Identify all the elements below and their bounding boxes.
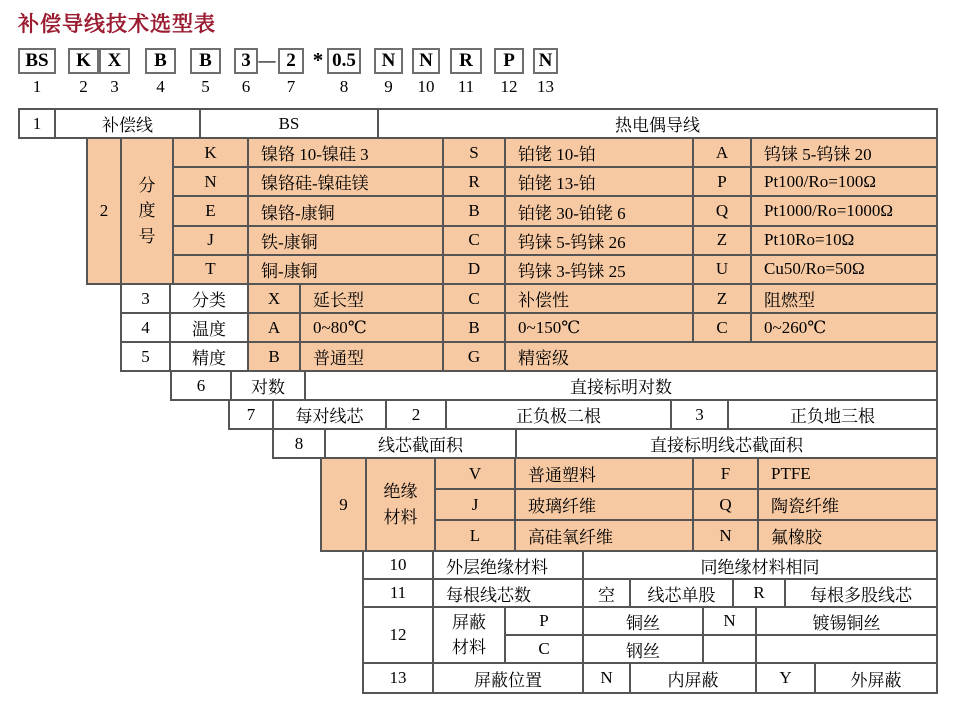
- code-cell: P: [504, 608, 582, 634]
- code-cell: X: [247, 285, 299, 312]
- code-cell: J: [434, 490, 514, 519]
- code-index-12: 12: [500, 77, 518, 96]
- code-cell: C: [692, 314, 750, 341]
- description-cell: 线芯单股: [629, 580, 732, 606]
- row-label-cell: 每对线芯: [272, 401, 385, 428]
- spec-row-3: [120, 283, 938, 314]
- row-label-cell: [365, 459, 434, 550]
- code-box-8: 0.5: [327, 48, 361, 74]
- code-index-11: 11: [457, 77, 475, 96]
- code-cell: F: [692, 459, 757, 488]
- code-index-5: 5: [201, 77, 210, 96]
- code-cell: B: [247, 343, 299, 370]
- spec-row-7: [228, 399, 938, 430]
- code-cell: J: [172, 227, 247, 254]
- subrow: [504, 608, 936, 634]
- row-label-cell: 分类: [169, 285, 247, 312]
- description-cell: 铂铑 13-铂: [504, 168, 692, 195]
- subrow: [434, 488, 936, 519]
- row-number-cell: 5: [141, 346, 150, 366]
- subrow: [172, 166, 936, 195]
- row-12-subgrid: [504, 608, 936, 662]
- description-cell: 氟橡胶: [757, 521, 936, 550]
- spec-row-4: [120, 312, 938, 343]
- code-cell: Z: [692, 227, 750, 254]
- code-cell: E: [172, 197, 247, 224]
- spec-row-5: [120, 341, 938, 372]
- code-index-8: 8: [339, 77, 349, 96]
- spec-row-6: [170, 370, 938, 401]
- code-cell: Q: [692, 490, 757, 519]
- code-cell: N: [692, 521, 757, 550]
- row-number-cell: 13: [389, 668, 407, 687]
- code-cell: C: [442, 285, 504, 312]
- description-cell: 阻燃型: [750, 285, 936, 312]
- subrow: [434, 459, 936, 488]
- description-cell: 铂铑 30-铂铑 6: [504, 197, 692, 224]
- row-label-cell: 对数: [230, 372, 304, 399]
- row-number-cell: 2: [88, 139, 120, 283]
- code-box-3: X: [99, 48, 130, 74]
- code-box-6: 3: [234, 48, 258, 74]
- description-cell: Pt1000/Ro=1000Ω: [750, 197, 936, 224]
- code-index-7: 7: [286, 77, 296, 96]
- description-cell: 0~260℃: [750, 314, 936, 341]
- subrow: [504, 634, 936, 662]
- code-cell: U: [692, 256, 750, 283]
- description-cell: 正负地三根: [727, 401, 936, 428]
- row-label-cell: 屏蔽位置: [432, 664, 582, 692]
- description-cell: 直接标明对数: [304, 372, 936, 399]
- code-cell: K: [172, 139, 247, 166]
- subrow: [434, 519, 936, 550]
- code-box-7: 2: [278, 48, 304, 74]
- spec-row-1: [18, 108, 938, 139]
- code-cell: T: [172, 256, 247, 283]
- spec-row-9: [320, 457, 938, 552]
- row-2-subgrid: [172, 139, 936, 283]
- code-cell: Y: [755, 664, 814, 692]
- code-box-2: K: [68, 48, 99, 74]
- code-index-3: 3: [110, 77, 119, 96]
- description-cell: 镍铬硅-镍硅镁: [247, 168, 442, 195]
- row-number-cell: 6: [196, 375, 206, 395]
- description-cell: 镀锡铜丝: [755, 608, 936, 634]
- code-box-1: BS: [18, 48, 56, 74]
- spec-row-2: [86, 137, 938, 285]
- subrow: [172, 139, 936, 166]
- row-label-cell: 线芯截面积: [324, 430, 515, 457]
- spec-row-11: [362, 578, 938, 608]
- description-cell: 钢丝: [582, 636, 702, 662]
- code-box-9: N: [374, 48, 403, 74]
- code-dash: —: [258, 51, 276, 70]
- spec-row-8: [272, 428, 938, 459]
- description-cell: 玻璃纤维: [514, 490, 692, 519]
- row-number-cell: 12: [389, 625, 407, 644]
- code-index-10: 10: [417, 77, 435, 96]
- description-cell: 每根多股线芯: [784, 580, 936, 606]
- code-cell: N: [582, 664, 629, 692]
- code-cell: B: [442, 197, 504, 224]
- code-cell: C: [442, 227, 504, 254]
- code-cell: BS: [199, 110, 377, 137]
- code-asterisk: *: [312, 47, 324, 72]
- description-cell: 铜-康铜: [247, 256, 442, 283]
- description-cell: 精密级: [504, 343, 936, 370]
- description-cell: 普通塑料: [514, 459, 692, 488]
- description-cell: 陶瓷纤维: [757, 490, 936, 519]
- code-cell: 3: [670, 401, 727, 428]
- code-cell: C: [504, 636, 582, 662]
- description-cell: 内屏蔽: [629, 664, 755, 692]
- code-cell: G: [442, 343, 504, 370]
- description-cell: 镍铬-康铜: [247, 197, 442, 224]
- description-cell: 普通型: [299, 343, 442, 370]
- description-cell: 铂铑 10-铂: [504, 139, 692, 166]
- description-cell: 钨铼 3-钨铼 25: [504, 256, 692, 283]
- description-cell: 延长型: [299, 285, 442, 312]
- subrow: [172, 195, 936, 224]
- description-cell: Cu50/Ro=50Ω: [750, 256, 936, 283]
- code-index-1: 1: [32, 77, 42, 96]
- row-label-cell: 精度: [169, 343, 247, 370]
- row-number-cell: 10: [389, 555, 407, 574]
- code-cell: 空: [582, 580, 629, 606]
- empty-cell: [702, 636, 755, 662]
- subrow: [172, 254, 936, 283]
- code-cell: D: [442, 256, 504, 283]
- code-cell: Q: [692, 197, 750, 224]
- row-label-cell: [120, 139, 172, 283]
- description-cell: 0~150℃: [504, 314, 692, 341]
- code-cell: S: [442, 139, 504, 166]
- code-box-4: B: [145, 48, 176, 74]
- row-number-cell: 11: [389, 583, 407, 602]
- code-cell: A: [247, 314, 299, 341]
- code-cell: B: [442, 314, 504, 341]
- row-9-subgrid: [434, 459, 936, 550]
- row-number-cell: 3: [141, 288, 150, 308]
- code-cell: P: [692, 168, 750, 195]
- description-cell: 补偿性: [504, 285, 692, 312]
- code-index-2: 2: [79, 77, 88, 96]
- code-box-13: N: [533, 48, 558, 74]
- description-cell: 直接标明线芯截面积: [515, 430, 936, 457]
- description-cell: Pt100/Ro=100Ω: [750, 168, 936, 195]
- spec-row-13: [362, 662, 938, 694]
- code-index-4: 4: [156, 77, 165, 96]
- code-cell: R: [732, 580, 784, 606]
- page-title: 补偿导线技术选型表: [18, 12, 216, 36]
- row-label-text: 分度号: [138, 175, 156, 246]
- description-cell: 钨铼 5-钨铼 26: [504, 227, 692, 254]
- code-cell: N: [172, 168, 247, 195]
- row-number-cell: 9: [322, 459, 365, 550]
- description-cell: 高硅氧纤维: [514, 521, 692, 550]
- empty-cell: [755, 636, 936, 662]
- code-cell: Z: [692, 285, 750, 312]
- code-index-9: 9: [384, 77, 393, 96]
- description-cell: 钨铼 5-钨铼 20: [750, 139, 936, 166]
- row-number-cell: 7: [246, 404, 256, 424]
- code-index-13: 13: [537, 77, 554, 96]
- row-label-text: 屏蔽材料: [452, 612, 486, 657]
- description-cell: 外屏蔽: [814, 664, 936, 692]
- row-label-cell: 每根线芯数: [432, 580, 582, 606]
- code-index-6: 6: [241, 77, 251, 96]
- description-cell: Pt10Ro=10Ω: [750, 227, 936, 254]
- description-cell: 同绝缘材料相同: [582, 552, 936, 578]
- row-label-cell: 温度: [169, 314, 247, 341]
- code-box-11: R: [450, 48, 482, 74]
- description-cell: 热电偶导线: [377, 110, 936, 137]
- spec-row-10: [362, 550, 938, 580]
- code-cell: A: [692, 139, 750, 166]
- code-cell: N: [702, 608, 755, 634]
- row-label-text: 绝缘材料: [383, 482, 418, 527]
- description-cell: 铁-康铜: [247, 227, 442, 254]
- code-cell: L: [434, 521, 514, 550]
- description-cell: PTFE: [757, 459, 936, 488]
- code-box-10: N: [412, 48, 440, 74]
- row-number-cell: 4: [141, 317, 150, 337]
- code-box-5: B: [190, 48, 221, 74]
- row-number-cell: 1: [32, 113, 42, 133]
- description-cell: 镍铬 10-镍硅 3: [247, 139, 442, 166]
- spec-row-12: [362, 606, 938, 664]
- row-label-cell: 补偿线: [54, 110, 199, 137]
- description-cell: 0~80℃: [299, 314, 442, 341]
- row-number-cell: 8: [294, 433, 304, 453]
- code-cell: 2: [385, 401, 445, 428]
- row-label-cell: 外层绝缘材料: [432, 552, 582, 578]
- code-cell: R: [442, 168, 504, 195]
- code-box-12: P: [494, 48, 524, 74]
- subrow: [172, 225, 936, 254]
- description-cell: 正负极二根: [445, 401, 670, 428]
- row-label-cell: [432, 608, 504, 662]
- description-cell: 铜丝: [582, 608, 702, 634]
- code-cell: V: [434, 459, 514, 488]
